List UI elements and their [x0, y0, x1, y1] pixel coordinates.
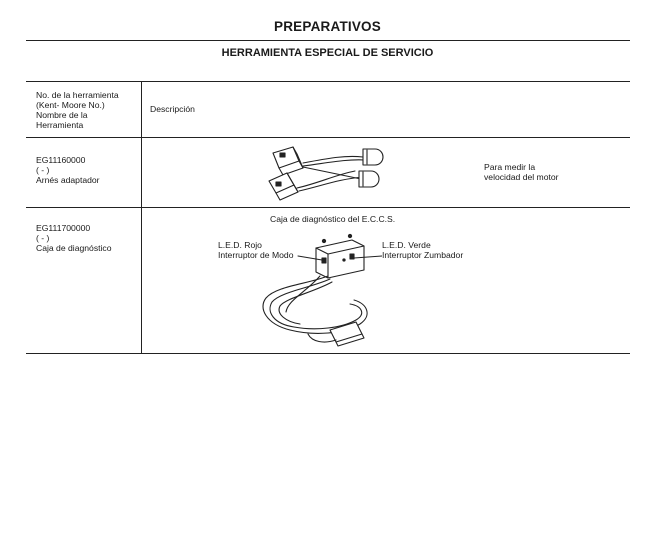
table-top-border — [26, 81, 630, 82]
diagnostic-box-caption: Caja de diagnóstico del E.C.C.S. — [270, 214, 396, 224]
title-rule — [26, 40, 630, 41]
column-divider — [141, 81, 142, 354]
description-cell-adapter-harness: Para medir la velocidad del motor — [484, 162, 559, 182]
diagnostic-box-drawing — [258, 232, 382, 350]
row-divider — [26, 207, 630, 208]
header-row-divider — [26, 137, 630, 138]
adapter-harness-drawing — [263, 141, 393, 205]
label-red-led-mode-switch: L.E.D. Rojo Interruptor de Modo — [218, 240, 294, 260]
label-green-led-buzzer-switch: L.E.D. Verde Interruptor Zumbador — [382, 240, 464, 260]
page-title: PREPARATIVOS — [274, 19, 381, 34]
table-bottom-border — [26, 353, 630, 354]
tool-cell-diagnostic-box: EG111700000 ( - ) Caja de diagnóstico — [36, 223, 112, 253]
header-description-column: Descripción — [150, 104, 195, 114]
header-tool-column: No. de la herramienta (Kent- Moore No.) Nombre de la Herramienta — [36, 90, 119, 130]
tool-cell-adapter-harness: EG11160000 ( - ) Arnés adaptador — [36, 155, 100, 185]
section-title: HERRAMIENTA ESPECIAL DE SERVICIO — [221, 47, 434, 59]
